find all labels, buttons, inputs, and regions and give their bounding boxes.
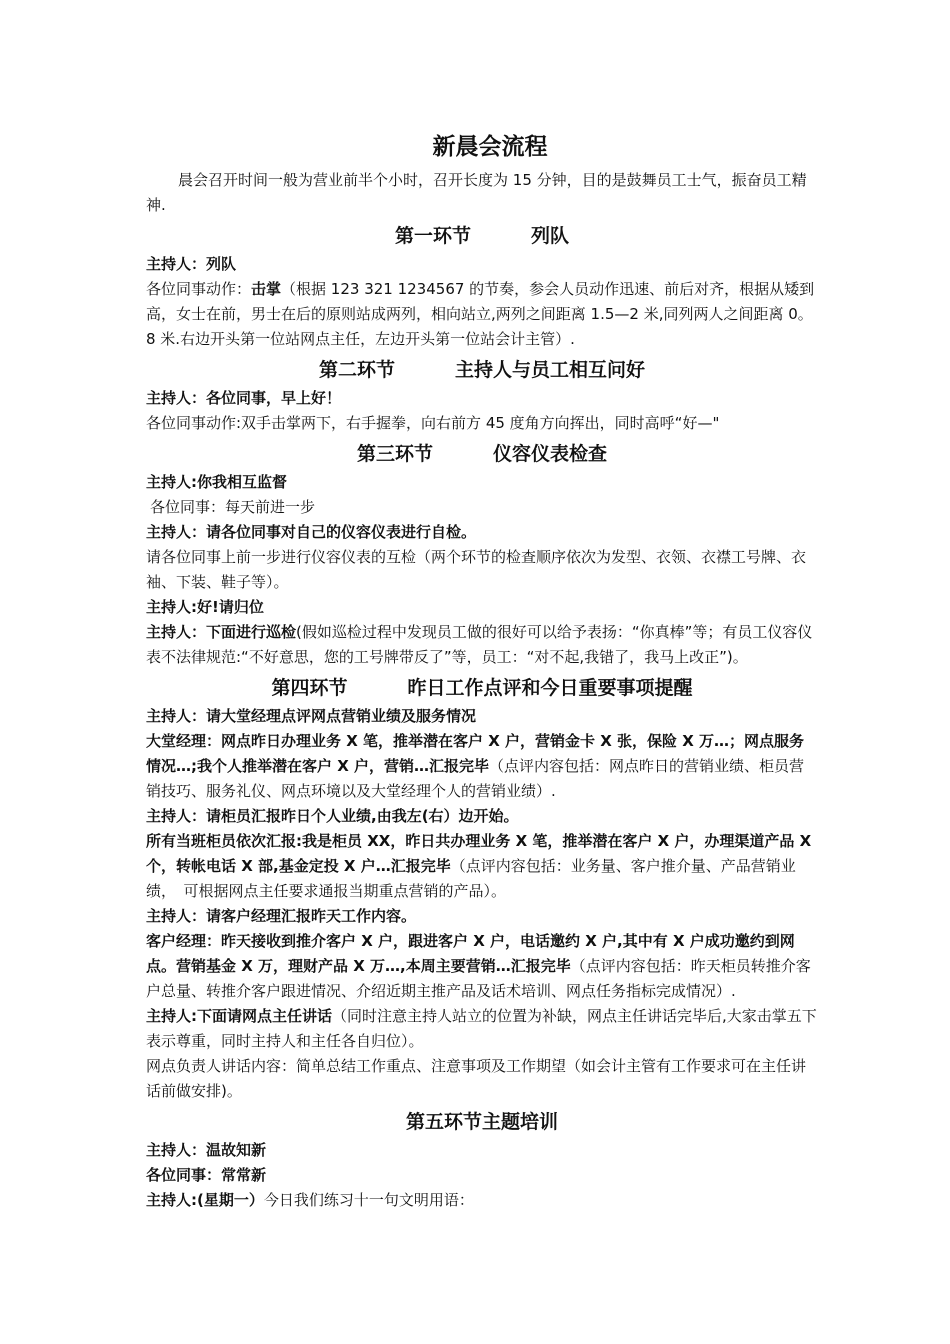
s4-director-speech-label: 主持人:下面请网点主任讲话 [146, 1007, 332, 1025]
s2-host-line: 主持人：各位同事，早上好！ [146, 389, 342, 407]
s1-action-label: 各位同事动作： [146, 280, 252, 298]
s4-lobby-manager-note: （点评内容包括：网点昨日的营销业绩、柜员营销技巧、服务礼仪、网点环境以及大堂经理个人的营销业绩）. [146, 757, 805, 800]
s4-account-manager-report: 客户经理：昨天接收到推介客户 X 户，跟进客户 X 户，电话邀约 X 户,其中有 X 户成功邀约到网点。营销基金 X 万，理财产品 X 万…,本周主要营销…汇报完毕 [146, 932, 795, 975]
s4-host-line-2: 主持人：请柜员汇报昨日个人业绩,由我左(右）边开始。 [146, 807, 519, 825]
s3-inspection-detail: (假如巡检过程中发现员工做的很好可以给予表扬：“你真棒”等；有员工仪容仪表不法律规范:“不好意思，您的工号牌带反了”等，员工：“对不起,我错了，我马上改正”)。 [146, 623, 813, 666]
section-1-number: 第一环节 [394, 225, 471, 247]
intro-paragraph: 晨会召开时间一般为营业前半个小时，召开长度为 15 分钟，目的是鼓舞员工士气，振奋员工精神. [146, 171, 807, 214]
s5-paragraph-2 [146, 1188, 818, 1213]
s3-host-line-1: 主持人:你我相互监督 [146, 473, 287, 491]
s4-teller-note: （点评内容包括：业务量、客户推介量、产品营销业绩， 可根据网点主任要求通报当期重点营销的产品）。 [146, 857, 796, 900]
document-title: 新晨会流程 [432, 134, 548, 160]
section-4-title: 昨日工作点评和今日重要事项提醒 [407, 677, 693, 699]
s4-director-speech-note: （同时注意主持人站立的位置为补缺，网点主任讲话完毕后,大家击掌五下表示尊重，同时主持人和主任各自归位）。 [146, 1007, 817, 1050]
s3-host-line-2: 主持人：请各位同事对自己的仪容仪表进行自检。 [146, 523, 477, 541]
s3-paragraph-3 [146, 620, 818, 670]
section-2-title: 主持人与员工相互问好 [455, 359, 646, 381]
document-body [146, 130, 818, 1213]
s1-action-clap: 击掌 [251, 280, 282, 298]
s1-action-detail: （根据 123 321 1234567 的节奏，参会人员动作迅速、前后对齐，根据从矮到高，女士在前，男士在后的原则站成两列，相向站立,两列之间距离 1.5—2 米,同列两人之间距离 0。8 米.右边开头第一位站网点主任，左边开头第一位站会计主管）. [146, 280, 815, 348]
s4-account-manager-note: （点评内容包括：昨天柜员转推介客户总量、转推介客户跟进情况、介绍近期主推产品及话术培训、网点任务指标完成情况）. [146, 957, 811, 1000]
s3-inspection-label: 主持人：下面进行巡检 [146, 623, 297, 641]
section-1-heading [146, 220, 818, 252]
s4-lobby-manager-report: 大堂经理：网点昨日办理业务 X 笔，推举潜在客户 X 户，营销金卡 X 张，保险 X 万…；网点服务情况…;我个人推举潜在客户 X 户，营销…汇报完毕 [146, 732, 805, 775]
section-1-title: 列队 [531, 225, 570, 247]
s4-paragraph-3 [146, 929, 818, 1004]
s5-paragraph-1: 各位同事：常常新 [146, 1166, 267, 1184]
section-3-title: 仪容仪表检查 [493, 443, 608, 465]
s4-teller-report: 所有当班柜员依次汇报:我是柜员 XX，昨日共办理业务 X 笔，推举潜在客户 X 户，办理渠道产品 X 个，转帐电话 X 部,基金定投 X 户…汇报完毕 [146, 832, 812, 875]
s2-action-paragraph: 各位同事动作:双手击掌两下，右手握拳，向右前方 45 度角方向挥出，同时高呼“好—" [146, 414, 720, 432]
s3-paragraph-1: 各位同事：每天前进一步 [150, 498, 316, 516]
s5-monday-label: 主持人:(星期一） [146, 1191, 264, 1209]
s4-paragraph-1 [146, 729, 818, 804]
s5-host-line-1: 主持人：温故知新 [146, 1141, 267, 1159]
section-3-heading [146, 438, 818, 470]
s4-paragraph-5: 网点负责人讲话内容：简单总结工作重点、注意事项及工作期望（如会计主管有工作要求可在主任讲话前做安排)。 [146, 1057, 807, 1100]
s4-paragraph-2 [146, 829, 818, 904]
section-2-heading [146, 354, 818, 386]
s3-paragraph-2: 请各位同事上前一步进行仪容仪表的互检（两个环节的检查顺序依次为发型、衣领、衣襟工号牌、衣袖、下装、鞋子等）。 [146, 548, 807, 591]
s4-host-line-3: 主持人：请客户经理汇报昨天工作内容。 [146, 907, 417, 925]
s4-paragraph-4 [146, 1004, 818, 1054]
section-4-heading [146, 672, 818, 704]
section-4-number: 第四环节 [271, 677, 348, 699]
s1-action-paragraph [146, 277, 818, 352]
section-3-number: 第三环节 [356, 443, 433, 465]
s5-monday-text: 今日我们练习十一句文明用语： [263, 1191, 474, 1209]
section-5-heading: 第五环节主题培训 [405, 1111, 558, 1133]
s4-host-line-1: 主持人：请大堂经理点评网点营销业绩及服务情况 [146, 707, 477, 725]
s3-host-line-3: 主持人:好!请归位 [146, 598, 264, 616]
section-2-number: 第二环节 [318, 359, 395, 381]
s1-host-line: 主持人：列队 [146, 255, 237, 273]
